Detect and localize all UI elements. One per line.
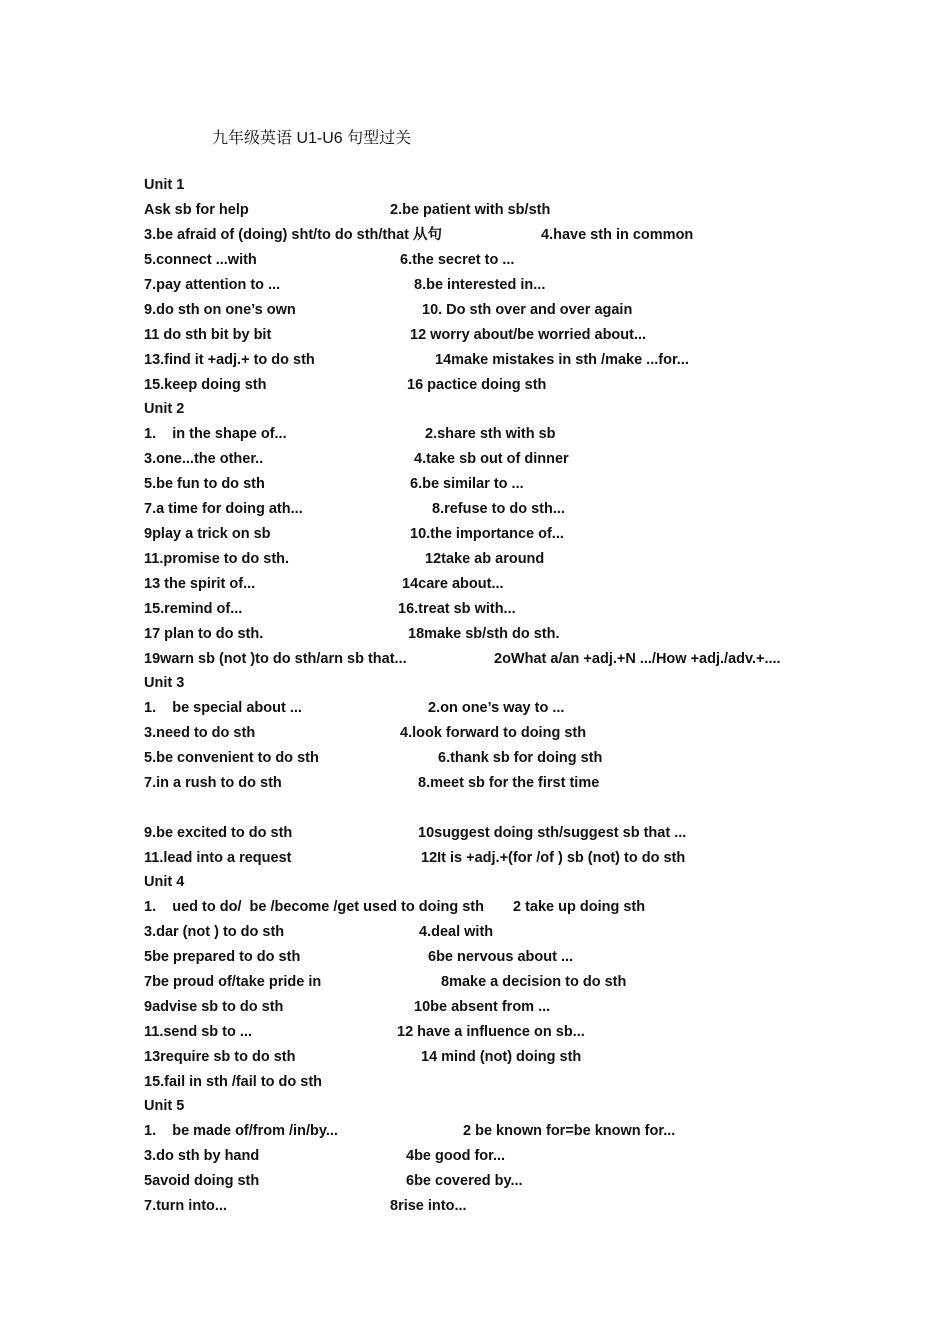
unit-4-item: 7be proud of/take pride in — [144, 974, 322, 990]
unit-5-item: 6be covered by... — [406, 1173, 523, 1189]
unit-3-heading: Unit 3 — [144, 675, 185, 691]
unit-3-item: 11.lead into a request — [144, 850, 292, 866]
unit-2-heading: Unit 2 — [144, 401, 185, 417]
unit-4-item: 12 have a influence on sb... — [397, 1024, 585, 1040]
unit-1-item: 12 worry about/be worried about... — [410, 327, 647, 343]
unit-4-item: 14 mind (not) doing sth — [421, 1049, 582, 1065]
unit-3-item: 6.thank sb for doing sth — [438, 750, 603, 766]
unit-2-item: 7.a time for doing ath... — [144, 501, 303, 517]
unit-5-heading: Unit 5 — [144, 1098, 185, 1114]
unit-5-item: 4be good for... — [406, 1148, 506, 1164]
unit-3-item: 10suggest doing sth/suggest sb that ... — [418, 825, 687, 841]
unit-3-item: 2.on one’s way to ... — [428, 700, 565, 716]
unit-4-heading: Unit 4 — [144, 874, 185, 890]
unit-1-item: 13.find it +adj.+ to do sth — [144, 352, 315, 368]
unit-3-item: 9.be excited to do sth — [144, 825, 293, 841]
unit-3-item: 3.need to do sth — [144, 725, 256, 741]
unit-4-item: 9advise sb to do sth — [144, 999, 284, 1015]
unit-1-item: 2.be patient with sb/sth — [390, 202, 551, 218]
unit-5-item: 1. be made of/from /in/by... — [144, 1123, 338, 1139]
unit-1-item: 15.keep doing sth — [144, 377, 267, 393]
unit-2-item: 6.be similar to ... — [410, 476, 524, 492]
unit-5-item: 3.do sth by hand — [144, 1148, 260, 1164]
unit-2-item: 9play a trick on sb — [144, 526, 271, 542]
unit-1-item: 9.do sth on one’s own — [144, 302, 296, 318]
unit-4-item: 5be prepared to do sth — [144, 949, 301, 965]
unit-4-item: 15.fail in sth /fail to do sth — [144, 1074, 323, 1090]
unit-4-item: 4.deal with — [419, 924, 494, 940]
unit-4-item: 10be absent from ... — [414, 999, 551, 1015]
unit-1-item: 3.be afraid of (doing) sht/to do sth/that 从句 — [144, 227, 443, 243]
unit-2-item: 17 plan to do sth. — [144, 626, 264, 642]
unit-4-item: 3.dar (not ) to do sth — [144, 924, 285, 940]
document-title: 九年级英语 U1-U6 句型过关 — [212, 130, 412, 147]
unit-3-item: 12It is +adj.+(for /of ) sb (not) to do sth — [421, 850, 686, 866]
unit-4-item: 13require sb to do sth — [144, 1049, 296, 1065]
unit-2-item: 19warn sb (not )to do sth/arn sb that... — [144, 651, 407, 667]
unit-2-item: 5.be fun to do sth — [144, 476, 265, 492]
unit-1-item: 5.connect ...with — [144, 252, 257, 268]
unit-1-heading: Unit 1 — [144, 177, 185, 193]
unit-2-item: 16.treat sb with... — [398, 601, 516, 617]
unit-2-item: 13 the spirit of... — [144, 576, 256, 592]
unit-4-item: 2 take up doing sth — [513, 899, 646, 915]
unit-2-item: 18make sb/sth do sth. — [408, 626, 560, 642]
unit-5-item: 2 be known for=be known for... — [463, 1123, 676, 1139]
unit-2-item: 1. in the shape of... — [144, 426, 287, 442]
unit-2-item: 10.the importance of... — [410, 526, 564, 542]
unit-4-item: 6be nervous about ... — [428, 949, 574, 965]
unit-2-item: 3.one...the other.. — [144, 451, 264, 467]
unit-2-item: 8.refuse to do sth... — [432, 501, 565, 517]
unit-1-item: 8.be interested in... — [414, 277, 546, 293]
unit-2-item: 12take ab around — [425, 551, 545, 567]
unit-1-item: Ask sb for help — [144, 202, 249, 218]
unit-4-item: 1. ued to do/ be /become /get used to doing sth — [144, 899, 484, 915]
unit-2-item: 15.remind of... — [144, 601, 243, 617]
unit-2-item: 2.share sth with sb — [425, 426, 556, 442]
unit-3-item: 7.in a rush to do sth — [144, 775, 282, 791]
unit-1-item: 6.the secret to ... — [400, 252, 515, 268]
unit-1-item: 16 pactice doing sth — [407, 377, 547, 393]
unit-2-item: 14care about... — [402, 576, 504, 592]
unit-3-item: 5.be convenient to do sth — [144, 750, 319, 766]
unit-3-item: 1. be special about ... — [144, 700, 302, 716]
unit-3-item: 4.look forward to doing sth — [400, 725, 587, 741]
unit-2-item: 4.take sb out of dinner — [414, 451, 569, 467]
unit-1-item: 11 do sth bit by bit — [144, 327, 272, 343]
unit-4-item: 11.send sb to ... — [144, 1024, 252, 1040]
unit-1-item: 7.pay attention to ... — [144, 277, 281, 293]
unit-2-item: 2oWhat a/an +adj.+N .../How +adj./adv.+.... — [494, 651, 781, 667]
unit-5-item: 8rise into... — [390, 1198, 467, 1214]
unit-1-item: 10. Do sth over and over again — [422, 302, 633, 318]
unit-3-item: 8.meet sb for the first time — [418, 775, 600, 791]
unit-5-item: 7.turn into... — [144, 1198, 227, 1214]
unit-5-item: 5avoid doing sth — [144, 1173, 260, 1189]
unit-1-item: 14make mistakes in sth /make ...for... — [435, 352, 689, 368]
unit-4-item: 8make a decision to do sth — [441, 974, 627, 990]
unit-2-item: 11.promise to do sth. — [144, 551, 290, 567]
unit-1-item: 4.have sth in common — [541, 227, 694, 243]
